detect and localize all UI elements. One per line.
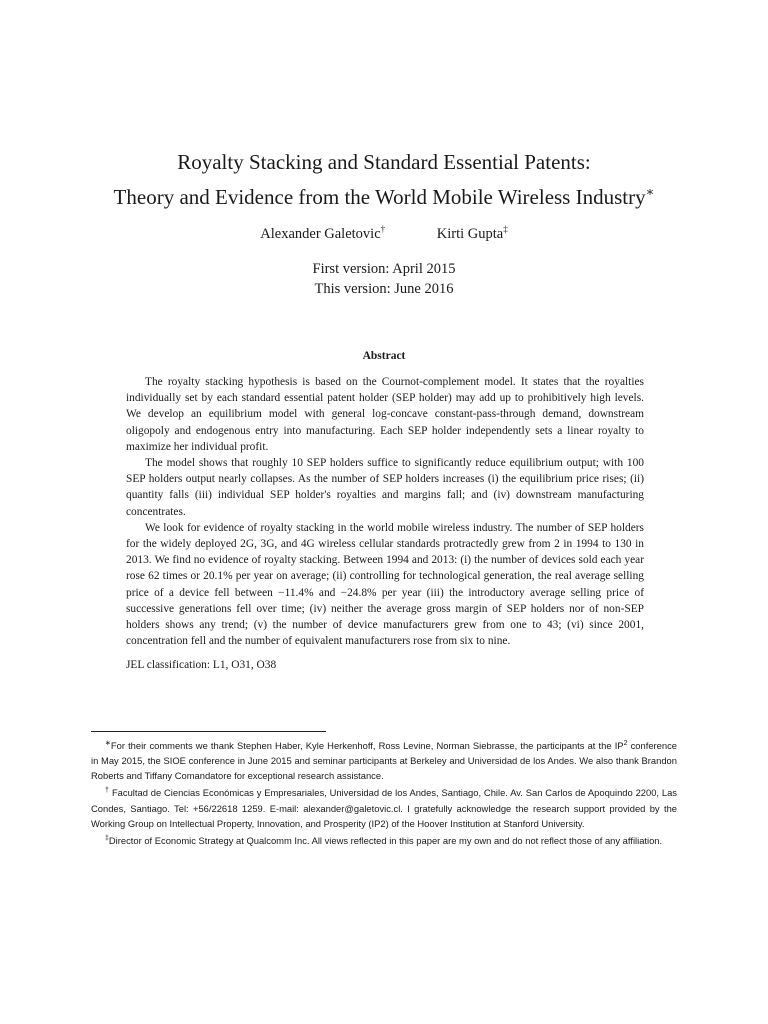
footnotes [91,736,677,848]
abstract-paragraph-2: The model shows that roughly 10 SEP holders suffice to significantly reduce equilibrium output; with 100 SEP holders output nearly collapses. As the number of SEP holders increases (i) the equilibrium price rises; (ii) quantity falls (iii) individual SEP holder's royalties and margins fall; and (iv) downstream manufacturing concentrates. [126,457,644,518]
footnote-mark: ∗ [105,740,111,747]
footnote-acknowledgements [91,736,677,783]
footnote-text: For their comments we thank Stephen Haber, Kyle Herkenhoff, Ross Levine, Norman Siebrasse, the participants at the IP [110,740,624,752]
author-name: Kirti Gupta [436,225,504,242]
author-footnote-mark: ‡ [503,224,508,234]
paper-title [60,147,708,212]
first-version: First version: April 2015 [312,261,456,277]
footnote-superscript: 2 [623,740,628,747]
author-name: Alexander Galetovic [260,225,381,242]
author-list [0,224,768,243]
author-galetovic [260,224,385,243]
current-version: This version: June 2016 [314,281,454,297]
title-line-1: Royalty Stacking and Standard Essential Patents: [177,150,591,174]
author-gupta [437,224,508,243]
footnote-text: Facultad de Ciencias Económicas y Empresariales, Universidad de los Andes, Santiago, Chile. Av. San Carlos de Apoquindo 2200, Las Condes, Santiago. Tel: +56/22618 1259. E-mail: alexander@galetovic.cl. I gratefully acknowledge the research support provided by the Working Group on Intellectual Property, Innovation, and Prosperity (IP2) of the Hoover Institution at Stanford University. [91,787,677,829]
footnote-text: conference in May 2015, the SIOE conference in June 2015 and seminar participants at Berkeley and Universidad de los Andes. We also thank Brandon Roberts and Tiffany Comandatore for exceptional research assistance. [91,740,677,782]
footnote-mark: ‡ [105,834,109,842]
footnote-divider [91,731,326,732]
footnote-gupta [91,831,677,848]
footnote-mark: † [105,787,110,795]
author-footnote-mark: † [380,224,386,234]
title-line-2: Theory and Evidence from the World Mobile Wireless Industry [113,185,646,209]
version-info [0,259,768,299]
jel-classification: JEL classification: L1, O31, O38 [126,659,277,672]
footnote-text: Director of Economic Strategy at Qualcomm Inc. All views reflected in this paper are my own and do not reflect those of any affiliation. [108,834,663,846]
abstract-paragraph-1: The royalty stacking hypothesis is based on the Cournot-complement model. It states that the royalties individually set by each standard essential patent holder (SEP holder) may add up to prohibitively high levels. We develop an equilibrium model with general log-concave constant-pass-through demand, downstream oligopoly and endogenous entry into manufacturing. Each SEP holder independently sets a linear royalty to maximize her individual profit. [126,376,644,453]
abstract-body [126,374,644,674]
abstract-paragraph-3: We look for evidence of royalty stacking in the world mobile wireless industry. The number of SEP holders for the widely deployed 2G, 3G, and 4G wireless cellular standards protractedly grew from 2 in 1994 to 130 in 2013. We find no evidence of royalty stacking. Between 1994 and 2013: (i) the number of devices sold each year rose 62 times or 20.1% per year on average; (ii) controlling for technological generation, the real average selling price of a device fell between −11.4% and −24.8% per year (iii) the introductory average selling price of successive generations fell over time; (iv) neither the average gross margin of SEP holders nor of non-SEP holders shows any trend; (v) the number of device manufacturers grew from one to 43; (vi) since 2001, concentration fell and the number of equivalent manufacturers rose from six to nine. [126,521,644,648]
abstract-heading: Abstract [362,350,406,362]
footnote-galetovic [91,783,677,830]
title-footnote-mark: ∗ [645,184,655,199]
